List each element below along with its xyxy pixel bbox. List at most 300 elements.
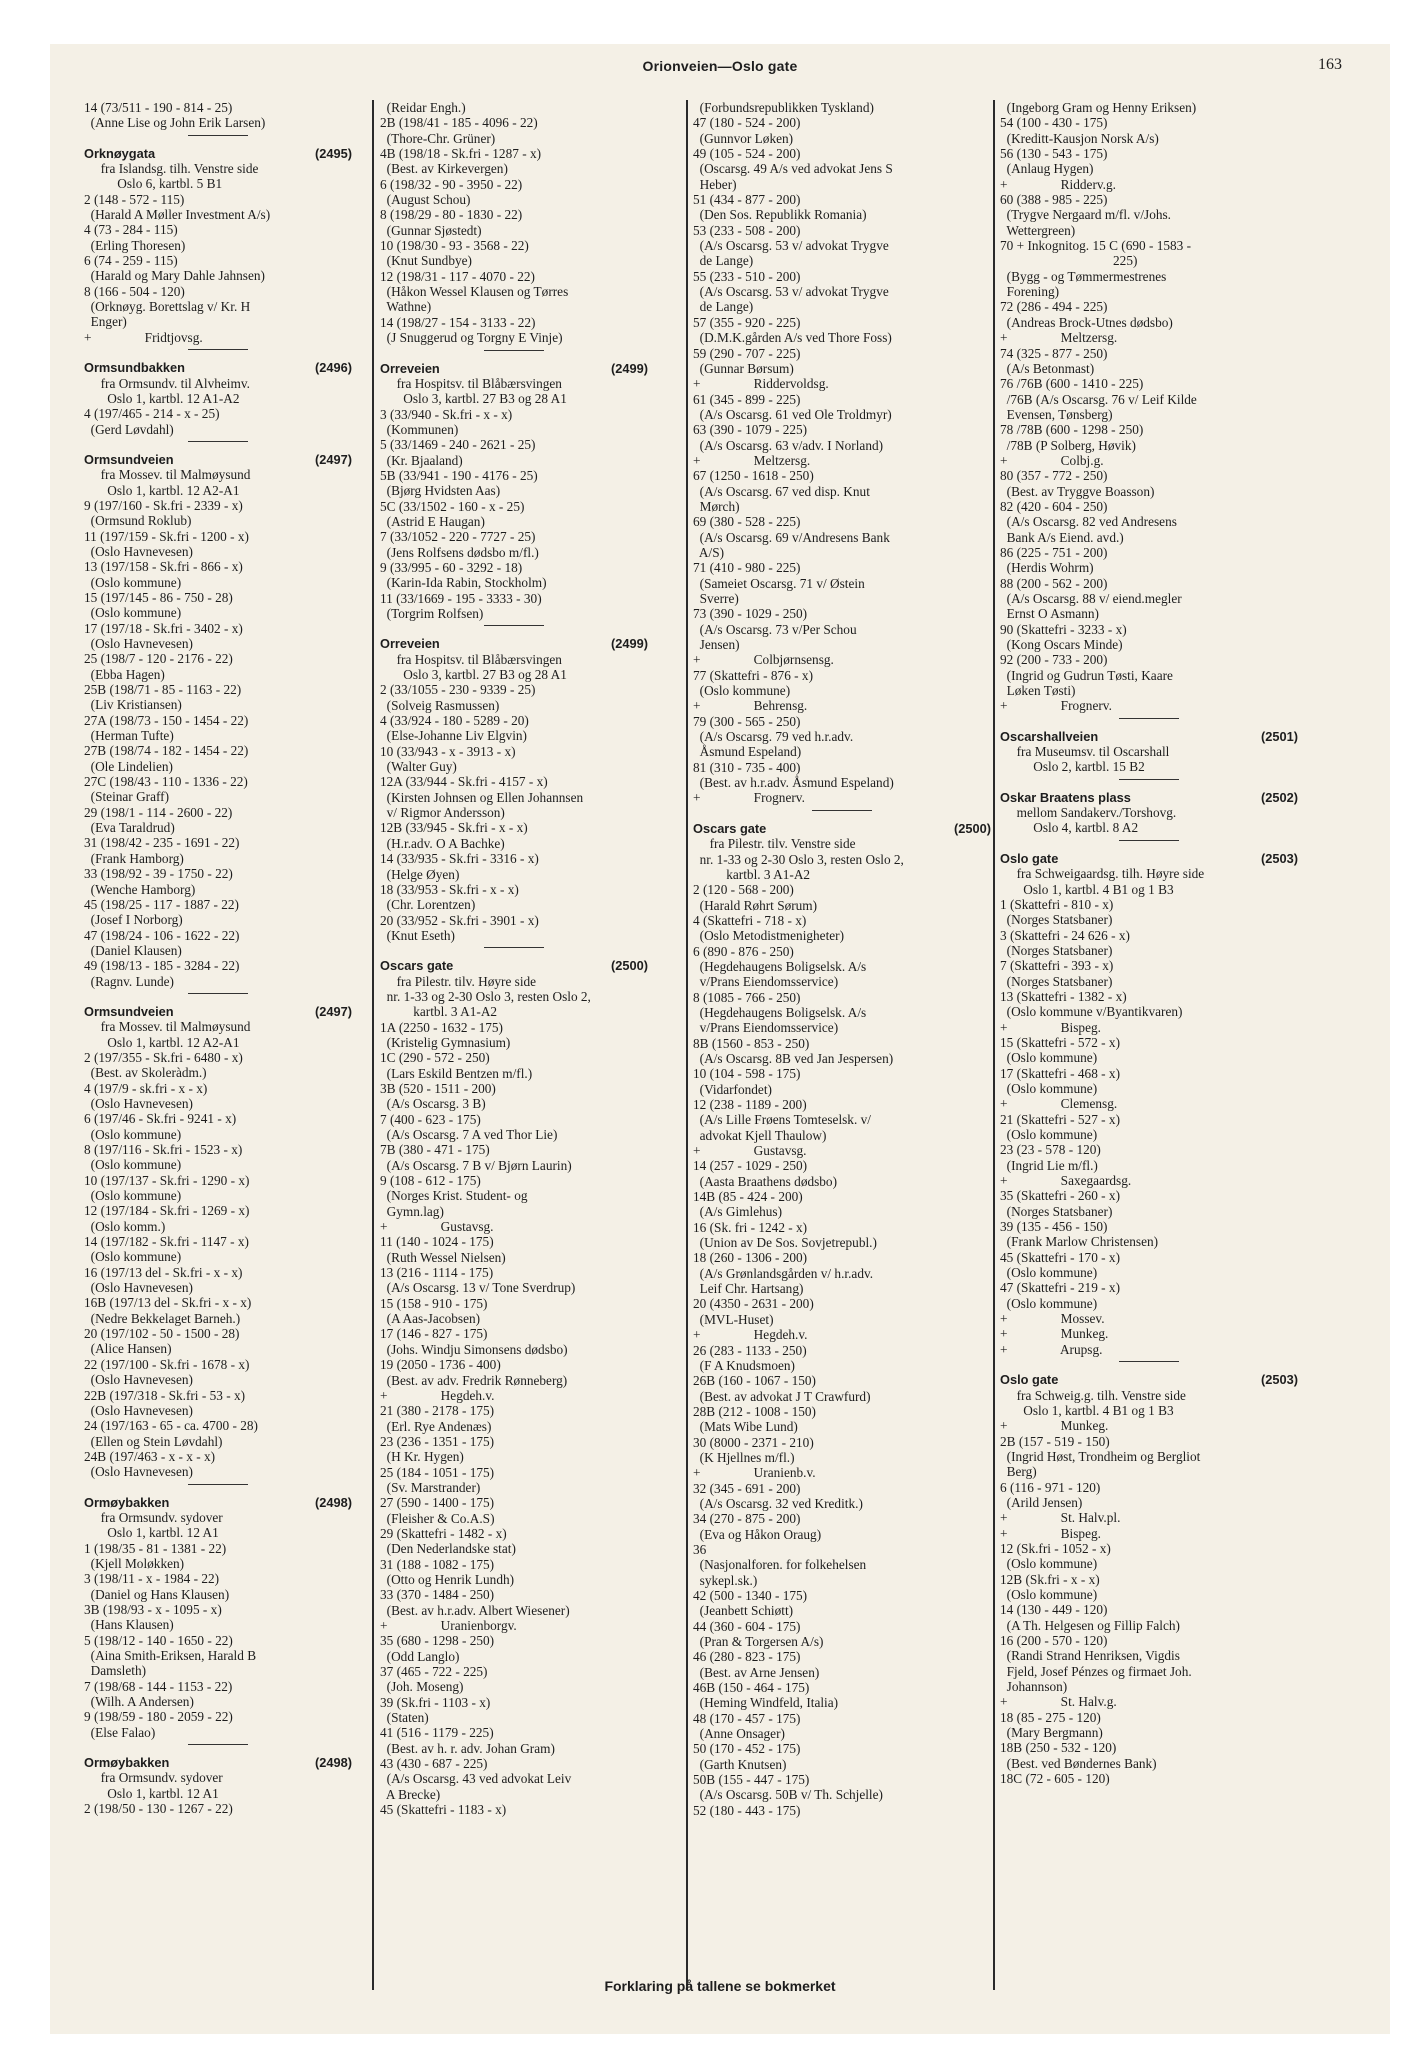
entry-line: Oslo 1, kartbl. 4 B1 og 1 B3	[1000, 881, 1174, 897]
entry-line: 46B (150 - 464 - 175)	[693, 1680, 810, 1696]
entry-line: (Bygg - og Tømmermestrenes	[1000, 268, 1167, 284]
entry-line: (A/s Oscarsg. 7 A ved Thor Lie)	[380, 1127, 558, 1142]
entry-line: nr. 1-33 og 2-30 Oslo 3, resten Oslo 2,	[380, 988, 591, 1004]
entry-line: kartbl. 3 A1-A2	[380, 1004, 498, 1020]
street-name: Oscars gate	[380, 958, 454, 974]
entry-line: fra Hospitsv. til Blåbærsvingen	[380, 651, 562, 667]
entry-line: 6 (198/32 - 90 - 3950 - 22)	[380, 176, 523, 192]
street-number: (2501)	[1261, 728, 1298, 744]
entry-line: (Johs. Windju Simonsens dødsbo)	[380, 1341, 568, 1357]
entry-line: (Kommunen)	[380, 421, 459, 437]
entry-line: 27 (590 - 1400 - 175)	[380, 1495, 495, 1511]
entry-line: 13 (Skattefri - 1382 - x)	[1000, 988, 1127, 1004]
entry-line: (Oslo Havnevesen)	[84, 1464, 193, 1480]
entry-line: (A/s Oscarsg. 32 ved Kreditk.)	[693, 1495, 863, 1511]
entry-line: 2B (157 - 519 - 150)	[1000, 1433, 1110, 1449]
entry-line: 16 (Sk. fri - 1242 - x)	[693, 1219, 808, 1235]
entry-line: 90 (Skattefri - 3233 - x)	[1000, 621, 1127, 637]
entry-line: 50B (155 - 447 - 175)	[693, 1772, 810, 1788]
entry-line: 56 (130 - 543 - 175)	[1000, 146, 1108, 162]
entry-line: (Best. av h. r. adv. Johan Gram)	[380, 1740, 555, 1756]
entry-line: 70 + Inkognitog. 15 C (690 - 1583 -	[1000, 238, 1192, 254]
street-name: Ormsundveien	[84, 451, 174, 467]
entry-line: 36	[693, 1541, 707, 1557]
street-name: Oscarshallveien	[1000, 728, 1099, 744]
entry-line: 79 (300 - 565 - 250)	[693, 713, 801, 729]
entry-line: 35 (Skattefri - 260 - x)	[1000, 1188, 1121, 1204]
entry-line: (Joh. Moseng)	[380, 1679, 464, 1695]
entry-line: (Best. av adv. Fredrik Rønneberg)	[380, 1372, 568, 1388]
entry-line: 14 (130 - 449 - 120)	[1000, 1602, 1108, 1618]
entry-line: (Best. av h.r.adv. Albert Wiesener)	[380, 1602, 570, 1618]
entry-line: 2 (198/50 - 130 - 1267 - 22)	[84, 1801, 233, 1817]
entry-line: 21 (380 - 2178 - 175)	[380, 1403, 495, 1419]
entry-line: (Oslo kommune)	[1000, 1050, 1098, 1066]
entry-line: (Liv Kristiansen)	[84, 697, 182, 713]
entry-line: (Andreas Brock-Utnes dødsbo)	[1000, 314, 1173, 330]
section-divider	[188, 135, 248, 136]
entry-line: 12 (Sk.fri - 1052 - x)	[1000, 1540, 1111, 1556]
entry-line: 78 /78B (600 - 1298 - 250)	[1000, 422, 1144, 438]
entry-line: 13 (216 - 1114 - 175)	[380, 1265, 494, 1281]
entry-line: (A/s Oscarsg. 69 v/Andresens Bank	[693, 529, 890, 545]
entry-line: + St. Halv.g.	[1000, 1694, 1117, 1710]
entry-line: (Jens Rolfsens dødsbo m/fl.)	[380, 544, 539, 560]
entry-line: 2 (120 - 568 - 200)	[693, 882, 794, 898]
entry-line: Mørch)	[693, 498, 740, 514]
entry-line: (A Th. Helgesen og Fillip Falch)	[1000, 1617, 1180, 1633]
entry-line: 57 (355 - 920 - 225)	[693, 314, 801, 330]
entry-line: 69 (380 - 528 - 225)	[693, 514, 801, 530]
entry-line: 14 (257 - 1029 - 250)	[693, 1158, 808, 1174]
entry-line: (Oslo kommune)	[84, 1249, 182, 1265]
entry-line: 42 (500 - 1340 - 175)	[693, 1588, 808, 1603]
entry-line: 25 (198/7 - 120 - 2176 - 22)	[84, 651, 233, 667]
entry-line: 41 (516 - 1179 - 225)	[380, 1725, 494, 1741]
entry-line: (Oslo kommune)	[1000, 1265, 1098, 1281]
entry-line: 59 (290 - 707 - 225)	[693, 345, 801, 361]
entry-line: 16 (197/13 del - Sk.fri - x - x)	[84, 1264, 243, 1280]
entry-line: (Oslo kommune v/Byantikvaren)	[1000, 1004, 1183, 1020]
entry-line: (Alice Hansen)	[84, 1341, 172, 1357]
entry-line: Damsleth)	[84, 1663, 147, 1679]
street-number: (2502)	[1261, 789, 1298, 805]
street-heading	[84, 1495, 352, 1510]
entry-line: 26B (160 - 1067 - 150)	[693, 1373, 816, 1389]
column-divider-3	[993, 100, 995, 1990]
street-name: Oslo gate	[1000, 850, 1059, 866]
street-heading	[84, 1755, 352, 1770]
entry-line: 4B (198/18 - Sk.fri - 1287 - x)	[380, 146, 542, 162]
entry-line: 30 (8000 - 2371 - 210)	[693, 1434, 814, 1450]
entry-line: (Ingrid Høst, Trondheim og Bergliot	[1000, 1448, 1201, 1464]
entry-line: + Meltzersg.	[1000, 330, 1118, 346]
entry-line: (Odd Langlo)	[380, 1648, 460, 1664]
entry-line: + Arupsg.	[1000, 1341, 1103, 1357]
entry-line: + St. Halv.pl.	[1000, 1510, 1121, 1526]
entry-line: (Fleisher & Co.A.S)	[380, 1510, 495, 1526]
entry-line: 12A (33/944 - Sk.fri - 4157 - x)	[380, 774, 548, 790]
entry-line: 47 (198/24 - 106 - 1622 - 22)	[84, 927, 240, 943]
entry-line: 3B (198/93 - x - 1095 - x)	[84, 1601, 222, 1617]
entry-line: (Best. av Skoleràdm.)	[84, 1065, 207, 1081]
entry-line: 3 (198/11 - x - 1984 - 22)	[84, 1571, 220, 1587]
entry-line: (Norges Statsbaner)	[1000, 973, 1113, 989]
entry-line: 12 (198/31 - 117 - 4070 - 22)	[380, 268, 535, 284]
entry-line: (Forbundsrepublikken Tyskland)	[693, 100, 874, 115]
entry-line: fra Mossev. til Malmøysund	[84, 467, 251, 483]
entry-line: (Best. ved Bøndernes Bank)	[1000, 1755, 1157, 1771]
entry-line: 2 (148 - 572 - 115)	[84, 191, 185, 207]
entry-line: 37 (465 - 722 - 225)	[380, 1664, 488, 1680]
entry-line: (Best. av Tryggve Boasson)	[1000, 483, 1155, 499]
entry-line: (K Hjellnes m/fl.)	[693, 1449, 795, 1465]
street-name: Ormøybakken	[84, 1494, 170, 1510]
entry-line: (Ragnv. Lunde)	[84, 973, 174, 989]
entry-line: Wathne)	[380, 299, 432, 315]
entry-line: (August Schou)	[380, 192, 471, 208]
entry-line: 8 (197/116 - Sk.fri - 1523 - x)	[84, 1142, 243, 1157]
entry-line: Ernst O Asmann)	[1000, 606, 1099, 622]
entry-line: (Oslo kommune)	[84, 1126, 182, 1142]
entry-line: 35 (680 - 1298 - 250)	[380, 1633, 495, 1649]
entry-line: (Staten)	[380, 1710, 429, 1726]
entry-line: (Best. av Kirkevergen)	[380, 161, 508, 177]
entry-line: (Ingeborg Gram og Henny Eriksen)	[1000, 100, 1197, 115]
street-number: (2499)	[611, 636, 648, 652]
section-divider	[188, 1484, 248, 1485]
entry-line: 25B (198/71 - 85 - 1163 - 22)	[84, 682, 242, 698]
entry-line: 2 (197/355 - Sk.fri - 6480 - x)	[84, 1049, 243, 1065]
entry-line: 3B (520 - 1511 - 200)	[380, 1080, 496, 1096]
entry-line: (Garth Knutsen)	[693, 1756, 787, 1772]
entry-line: (H Kr. Hygen)	[380, 1449, 464, 1465]
street-heading	[84, 1004, 352, 1019]
entry-line: 12B (33/945 - Sk.fri - x - x)	[380, 820, 528, 836]
entry-line: 14 (198/27 - 154 - 3133 - 22)	[380, 314, 536, 330]
entry-line: 92 (200 - 733 - 200)	[1000, 652, 1108, 668]
entry-line: (Randi Strand Henriksen, Vigdis	[1000, 1648, 1180, 1664]
entry-line: (Best. av h.r.adv. Åsmund Espeland)	[693, 775, 894, 791]
entry-line: (Else Falao)	[84, 1724, 156, 1740]
entry-line: 24 (197/163 - 65 - ca. 4700 - 28)	[84, 1418, 258, 1434]
entry-line: + Colbjørnsensg.	[693, 652, 834, 668]
street-name: Orknøygata	[84, 145, 156, 161]
entry-line: (A/s Oscarsg. 63 v/adv. I Norland)	[693, 437, 884, 453]
entry-line: fra Ormsundv. sydover	[84, 1509, 223, 1525]
entry-line: (Oslo komm.)	[84, 1218, 166, 1234]
entry-line: 27A (198/73 - 150 - 1454 - 22)	[84, 712, 249, 728]
entry-line: 27B (198/74 - 182 - 1454 - 22)	[84, 743, 249, 759]
entry-line: Oslo 2, kartbl. 15 B2	[1000, 759, 1145, 775]
directory-page	[50, 44, 1390, 2034]
entry-line: (Wilh. A Andersen)	[84, 1694, 194, 1710]
entry-line: (Oslo kommune)	[1000, 1586, 1098, 1602]
entry-line: (Kristelig Gymnasium)	[380, 1034, 511, 1050]
entry-line: 10 (104 - 598 - 175)	[693, 1066, 801, 1082]
entry-line: (Kjell Moløkken)	[84, 1555, 185, 1571]
entry-line: (Best. av advokat J T Crawfurd)	[693, 1388, 871, 1404]
entry-line: 44 (360 - 604 - 175)	[693, 1618, 801, 1634]
entry-line: 5C (33/1502 - 160 - x - 25)	[380, 498, 525, 514]
entry-line: 14 (197/182 - Sk.fri - 1147 - x)	[84, 1234, 249, 1250]
entry-line: (Oslo Havnevesen)	[84, 1095, 193, 1111]
entry-line: (Best. av Arne Jensen)	[693, 1664, 820, 1680]
entry-line: 9 (198/59 - 180 - 2059 - 22)	[84, 1709, 233, 1725]
entry-line: 4 (197/465 - 214 - x - 25)	[84, 406, 220, 422]
entry-line: 55 (233 - 510 - 200)	[693, 268, 801, 284]
entry-line: (Mary Bergmann)	[1000, 1725, 1103, 1741]
entry-line: v/Prans Eiendomsservice)	[693, 1020, 839, 1036]
entry-line: + Riddervoldsg.	[693, 376, 829, 392]
street-heading	[1000, 729, 1298, 744]
entry-line: (Norges Statsbaner)	[1000, 1203, 1113, 1219]
entry-line: + Saxegaardsg.	[1000, 1173, 1132, 1189]
entry-line: 12B (Sk.fri - x - x)	[1000, 1571, 1100, 1587]
entry-line: 31 (188 - 1082 - 175)	[380, 1556, 495, 1572]
entry-line: (Anne Lise og John Erik Larsen)	[84, 115, 266, 131]
entry-line: 34 (270 - 875 - 200)	[693, 1511, 801, 1527]
entry-line: (Jeanbett Schiøtt)	[693, 1603, 794, 1619]
entry-line: (Aina Smith-Eriksen, Harald B	[84, 1648, 257, 1663]
section-divider	[484, 625, 544, 626]
street-number: (2498)	[315, 1755, 352, 1771]
entry-line: (Oslo Havnevesen)	[84, 1402, 193, 1418]
entry-line: advokat Kjell Thaulow)	[693, 1127, 827, 1143]
entry-line: (Trygve Nergaard m/fl. v/Johs.	[1000, 207, 1171, 223]
entry-line: 4 (197/9 - sk.fri - x - x)	[84, 1080, 208, 1096]
entry-line: 25 (184 - 1051 - 175)	[380, 1464, 495, 1480]
street-number: (2497)	[315, 1003, 352, 1019]
entry-line: (H.r.adv. O A Bachke)	[380, 835, 505, 851]
entry-line: + Gustavsg.	[693, 1143, 807, 1159]
entry-line: 51 (434 - 877 - 200)	[693, 192, 801, 208]
entry-line: 4 (Skattefri - 718 - x)	[693, 912, 807, 928]
entry-line: (Herman Tufte)	[84, 728, 174, 744]
street-number: (2496)	[315, 360, 352, 376]
entry-line: (A/s Oscarsg. 43 ved advokat Leiv	[380, 1771, 572, 1787]
entry-line: 54 (100 - 430 - 175)	[1000, 115, 1108, 131]
entry-line: 33 (198/92 - 39 - 1750 - 22)	[84, 866, 233, 882]
entry-line: (Arild Jensen)	[1000, 1494, 1083, 1510]
entry-line: fra Mossev. til Malmøysund	[84, 1019, 251, 1035]
entry-line: 32 (345 - 691 - 200)	[693, 1480, 801, 1496]
street-number: (2503)	[1261, 1372, 1298, 1388]
entry-line: (Astrid E Haugan)	[380, 513, 485, 529]
entry-line: (Nedre Bekkelaget Barneh.)	[84, 1310, 241, 1326]
entry-line: (Aasta Braathens dødsbo)	[693, 1173, 838, 1189]
entry-line: 8 (1085 - 766 - 250)	[693, 989, 801, 1005]
entry-line: Heber)	[693, 176, 737, 192]
entry-line: 73 (390 - 1029 - 250)	[693, 606, 808, 622]
entry-line: (Ruth Wessel Nielsen)	[380, 1249, 506, 1265]
entry-line: 12 (238 - 1189 - 200)	[693, 1097, 807, 1112]
entry-line: (Torgrim Rolfsen)	[380, 606, 484, 621]
entry-line: Evensen, Tønsberg)	[1000, 406, 1113, 422]
entry-line: 20 (33/952 - Sk.fri - 3901 - x)	[380, 912, 539, 928]
entry-line: (Erling Thoresen)	[84, 237, 186, 253]
entry-line: 18 (85 - 275 - 120)	[1000, 1709, 1101, 1725]
entry-line: 9 (197/160 - Sk.fri - 2339 - x)	[84, 497, 243, 513]
entry-line: (Helge Øyen)	[380, 866, 460, 882]
street-number: (2500)	[954, 820, 991, 836]
entry-line: + Fridtjovsg.	[84, 329, 203, 345]
entry-line: Jensen)	[693, 637, 740, 653]
entry-line: + Uranienborgv.	[380, 1618, 517, 1633]
entry-line: (Oslo kommune)	[1000, 1127, 1098, 1142]
entry-line: 4 (73 - 284 - 115)	[84, 222, 178, 238]
entry-line: 21 (Skattefri - 527 - x)	[1000, 1111, 1121, 1127]
section-divider	[1119, 1361, 1179, 1362]
entry-line: (Oslo kommune)	[1000, 1080, 1098, 1096]
entry-line: (Oscarsg. 49 A/s ved advokat Jens S	[693, 161, 893, 177]
entry-line: (Anlaug Hygen)	[1000, 161, 1094, 177]
entry-line: Fjeld, Josef Pénzes og firmaet Joh.	[1000, 1663, 1192, 1679]
entry-line: fra Pilestr. tilv. Høyre side	[380, 973, 537, 989]
entry-line: 23 (236 - 1351 - 175)	[380, 1433, 495, 1449]
entry-line: 18 (33/953 - Sk.fri - x - x)	[380, 881, 519, 897]
entry-line: 2B (198/41 - 185 - 4096 - 22)	[380, 115, 538, 131]
entry-line: fra Ormsundv. sydover	[84, 1770, 223, 1786]
entry-line: 18C (72 - 605 - 120)	[1000, 1771, 1110, 1787]
entry-line: 17 (197/18 - Sk.fri - 3402 - x)	[84, 620, 243, 636]
entry-line: v/Prans Eiendomsservice)	[693, 974, 839, 990]
street-heading	[1000, 851, 1298, 866]
entry-line: 1 (198/35 - 81 - 1381 - 22)	[84, 1540, 227, 1556]
entry-line: + Ridderv.g.	[1000, 176, 1116, 192]
entry-line: (Eva og Håkon Oraug)	[693, 1526, 822, 1542]
street-heading	[84, 452, 352, 467]
street-name: Orreveien	[380, 360, 440, 376]
entry-line: 45 (Skattefri - 1183 - x)	[380, 1802, 507, 1818]
entry-line: nr. 1-33 og 2-30 Oslo 3, resten Oslo 2,	[693, 851, 904, 867]
entry-line: + Frognerv.	[693, 790, 805, 806]
entry-line: Gymn.lag)	[380, 1203, 444, 1219]
entry-line: (Harald A Møller Investment A/s)	[84, 207, 271, 223]
entry-line: 71 (410 - 980 - 225)	[693, 560, 801, 576]
entry-line: Bank A/s Eiend. avd.)	[1000, 529, 1124, 545]
entry-line: (Oslo Havnevesen)	[84, 1280, 193, 1296]
entry-line: (Thore-Chr. Grüner)	[380, 130, 496, 146]
entry-line: (Herdis Wohrm)	[1000, 560, 1094, 576]
entry-line: 6 (197/46 - Sk.fri - 9241 - x)	[84, 1111, 237, 1127]
entry-line: 52 (180 - 443 - 175)	[693, 1802, 801, 1818]
entry-line: 29 (198/1 - 114 - 2600 - 22)	[84, 804, 233, 820]
entry-line: 6 (74 - 259 - 115)	[84, 253, 178, 269]
entry-line: (Hegdehaugens Boligselsk. A/s	[693, 958, 867, 974]
entry-line: (Oslo kommune)	[84, 605, 182, 621]
entry-line: + Gustavsg.	[380, 1219, 494, 1235]
entry-line: (A/s Oscarsg. 53 v/ advokat Trygve	[693, 284, 889, 300]
column-divider-1	[372, 100, 374, 1990]
entry-line: (Josef I Norborg)	[84, 912, 183, 928]
entry-line: (Frank Hamborg)	[84, 850, 184, 866]
entry-line: 7B (380 - 471 - 175)	[380, 1142, 490, 1158]
entry-line: (Oslo kommune)	[84, 1157, 182, 1173]
entry-line: (Gerd Løvdahl)	[84, 421, 174, 437]
entry-line: 72 (286 - 494 - 225)	[1000, 299, 1108, 315]
entry-line: (Ole Lindelien)	[84, 758, 173, 774]
entry-line: /76B (A/s Oscarsg. 76 v/ Leif Kilde	[1000, 391, 1197, 407]
entry-line: 31 (198/42 - 235 - 1691 - 22)	[84, 835, 240, 851]
entry-line: fra Schweigaardsg. tilh. Høyre side	[1000, 866, 1205, 882]
entry-line: + Behrensg.	[693, 698, 808, 714]
entry-line: 8 (198/29 - 80 - 1830 - 22)	[380, 207, 523, 223]
entry-line: 7 (198/68 - 144 - 1153 - 22)	[84, 1678, 233, 1694]
entry-line: (Bjørg Hvidsten Aas)	[380, 483, 501, 499]
entry-line: 6 (890 - 876 - 250)	[693, 943, 794, 959]
entry-line: + Colbj.g.	[1000, 452, 1104, 468]
entry-line: kartbl. 3 A1-A2	[693, 866, 811, 882]
entry-line: Oslo 3, kartbl. 27 B3 og 28 A1	[380, 391, 567, 407]
column-2	[380, 100, 648, 1817]
entry-line: 14 (73/511 - 190 - 814 - 25)	[84, 100, 233, 115]
entry-line: (Knut Eseth)	[380, 927, 455, 943]
entry-line: (Oslo kommune)	[84, 1188, 182, 1204]
entry-line: fra Museumsv. til Oscarshall	[1000, 744, 1170, 760]
entry-line: (Pran & Torgersen A/s)	[693, 1634, 824, 1650]
entry-line: 49 (105 - 524 - 200)	[693, 146, 801, 162]
section-divider	[188, 441, 248, 442]
street-name: Ormsundveien	[84, 1003, 174, 1019]
entry-line: (A/s Oscarsg. 88 v/ eiend.megler	[1000, 591, 1182, 606]
entry-line: Berg)	[1000, 1464, 1037, 1480]
entry-line: + Munkeg.	[1000, 1326, 1109, 1342]
entry-line: (Kr. Bjaaland)	[380, 452, 463, 468]
entry-line: sykepl.sk.)	[693, 1572, 758, 1588]
entry-line: 5B (33/941 - 190 - 4176 - 25)	[380, 467, 538, 483]
entry-line: A/S)	[693, 544, 725, 560]
street-heading	[84, 360, 352, 375]
entry-line: (Håkon Wessel Klausen og Tørres	[380, 284, 569, 300]
entry-line: (Ebba Hagen)	[84, 666, 165, 682]
entry-line: 7 (400 - 623 - 175)	[380, 1111, 481, 1127]
street-name: Oscars gate	[693, 820, 767, 836]
entry-line: (Oslo Havnevesen)	[84, 636, 193, 651]
entry-line: 3 (33/940 - Sk.fri - x - x)	[380, 406, 513, 422]
entry-line: 4 (33/924 - 180 - 5289 - 20)	[380, 713, 529, 729]
entry-line: + Bispeg.	[1000, 1525, 1101, 1541]
entry-line: 49 (198/13 - 185 - 3284 - 22)	[84, 958, 240, 974]
entry-line: 15 (197/145 - 86 - 750 - 28)	[84, 589, 233, 605]
entry-line: (Frank Marlow Christensen)	[1000, 1234, 1159, 1250]
street-name: Ormsundbakken	[84, 360, 185, 376]
entry-line: 9 (108 - 612 - 175)	[380, 1173, 481, 1189]
entry-line: (A/s Lille Frøens Tomteselsk. v/	[693, 1112, 871, 1128]
street-name: Oslo gate	[1000, 1372, 1059, 1388]
entry-line: (Knut Sundbye)	[380, 253, 472, 269]
entry-line: Oslo 1, kartbl. 12 A2-A1	[84, 482, 240, 498]
entry-line: 39 (Sk.fri - 1103 - x)	[380, 1694, 491, 1710]
entry-line: 22 (197/100 - Sk.fri - 1678 - x)	[84, 1356, 250, 1372]
entry-line: 24B (197/463 - x - x - x)	[84, 1448, 216, 1464]
street-name: Orreveien	[380, 636, 440, 652]
entry-line: Oslo 1, kartbl. 4 B1 og 1 B3	[1000, 1402, 1174, 1418]
entry-line: fra Ormsundv. til Alvheimv.	[84, 375, 250, 391]
entry-line: (Den Nederlandske stat)	[380, 1541, 516, 1557]
entry-line: 225)	[1000, 253, 1138, 269]
entry-line: Oslo 1, kartbl. 12 A1-A2	[84, 390, 240, 406]
entry-line: 7 (33/1052 - 220 - 7727 - 25)	[380, 529, 536, 545]
entry-line: 80 (357 - 772 - 250)	[1000, 468, 1108, 484]
entry-line: (Oslo kommune)	[693, 683, 791, 699]
entry-line: 19 (2050 - 1736 - 400)	[380, 1357, 501, 1373]
entry-line: 45 (Skattefri - 170 - x)	[1000, 1249, 1121, 1265]
entry-line: 18B (250 - 532 - 120)	[1000, 1740, 1117, 1756]
entry-line: Johannson)	[1000, 1679, 1068, 1695]
entry-line: de Lange)	[693, 253, 754, 269]
street-name: Ormøybakken	[84, 1755, 170, 1771]
